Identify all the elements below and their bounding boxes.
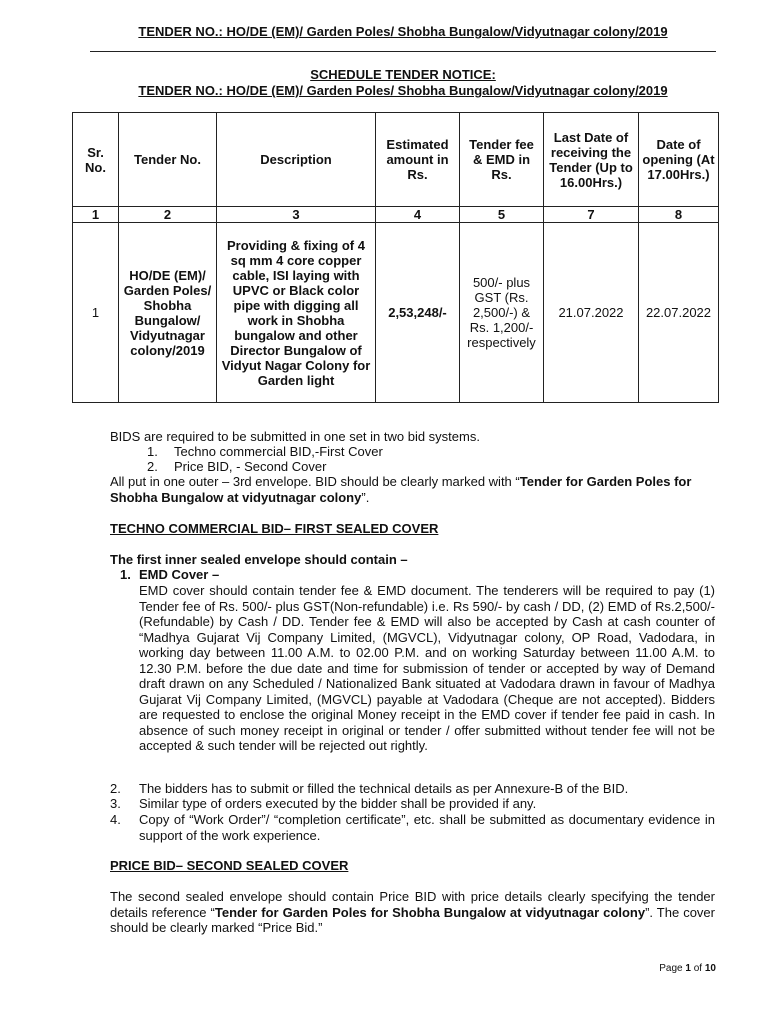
header-tender-no: Tender No. (119, 113, 217, 207)
total-pages: 10 (704, 963, 716, 974)
emd-item-number: 1. (120, 567, 131, 582)
page-header-tender-number: TENDER NO.: HO/DE (EM)/ Garden Poles/ Shobha Bungalow/Vidyutnagar colony/2019 (138, 24, 668, 39)
table-row (73, 223, 719, 403)
envelope-instruction (110, 474, 695, 505)
cell-description: Providing & fixing of 4 sq mm 4 core copper cable, ISI laying with UPVC or Black color pipe with digging all work in Shobha bungalow and other Director Bungalow of Vidyut Nagar Colony for Garden light (217, 223, 376, 403)
column-number: 2 (119, 207, 217, 223)
price-bid-text (110, 889, 715, 936)
notice-title: SCHEDULE TENDER NOTICE: (310, 67, 496, 82)
techno-item-text: The bidders has to submit or filled the technical details as per Annexure-B of the BID. (139, 781, 629, 796)
price-marking: Tender for Garden Poles for Shobha Bungalow at vidyutnagar colony (214, 904, 646, 920)
price-text-end: ”. The cover should be clearly marked “Price Bid.” (110, 904, 715, 935)
column-number: 8 (639, 207, 719, 223)
bids-intro: BIDS are required to be submitted in one set in two bid systems. (110, 429, 480, 444)
header-description: Description (217, 113, 376, 207)
envelope-marking: Tender for Garden Poles for Shobha Bungalow at vidyutnagar colony (110, 474, 692, 505)
bid-item-number: 1. (147, 444, 158, 459)
column-number: 7 (544, 207, 639, 223)
bid-item-text: Techno commercial BID,-First Cover (174, 444, 383, 459)
column-number: 3 (217, 207, 376, 223)
column-number: 1 (73, 207, 119, 223)
bid-item-text: Price BID, - Second Cover (174, 459, 327, 474)
bid-item-number: 2. (147, 459, 158, 474)
envelope-text: All put in one outer – 3rd envelope. BID should be clearly marked with “ (110, 474, 520, 489)
cell-opening-date: 22.07.2022 (639, 223, 719, 403)
price-bid-heading: PRICE BID– SECOND SEALED COVER (110, 858, 349, 873)
header-opening-date: Date of opening (At 17.00Hrs.) (639, 113, 719, 207)
notice-tender-number: TENDER NO.: HO/DE (EM)/ Garden Poles/ Shobha Bungalow/Vidyutnagar colony/2019 (138, 83, 668, 98)
tender-schedule-table (72, 112, 719, 403)
column-number: 4 (376, 207, 460, 223)
envelope-end: ”. (361, 489, 370, 505)
inner-envelope-heading: The first inner sealed envelope should contain – (110, 552, 408, 567)
cell-sr-no: 1 (73, 223, 119, 403)
cell-tender-no: HO/DE (EM)/ Garden Poles/ Shobha Bungalow/ Vidyutnagar colony/2019 (119, 223, 217, 403)
header-fee-emd: Tender fee & EMD in Rs. (460, 113, 544, 207)
of-word: of (693, 963, 703, 974)
techno-commercial-heading: TECHNO COMMERCIAL BID– FIRST SEALED COVER (110, 521, 439, 536)
techno-item-text: Copy of “Work Order”/ “completion certificate”, etc. shall be submitted as documentary evidence in support of the work experience. (139, 812, 715, 843)
table-column-number-row (73, 207, 719, 223)
cell-last-date: 21.07.2022 (544, 223, 639, 403)
page-word: Page (659, 963, 683, 974)
techno-item-number: 2. (110, 781, 121, 796)
cell-estimated-amount: 2,53,248/- (376, 223, 460, 403)
emd-cover-title: EMD Cover – (139, 567, 220, 582)
header-estimated-amount: Estimated amount in Rs. (376, 113, 460, 207)
page-number-footer (659, 963, 716, 974)
header-sr-no: Sr. No. (73, 113, 119, 207)
header-last-date: Last Date of receiving the Tender (Up to 16.00Hrs.) (544, 113, 639, 207)
current-page: 1 (685, 963, 691, 974)
header-divider (90, 51, 716, 52)
emd-cover-text: EMD cover should contain tender fee & EMD document. The tenderers will be required to pay (1) Tender fee of Rs. 500/- plus GST(Non-refundable) i.e. Rs 590/- by cash / DD, (2) EMD of Rs.2,500/- (Refundable) by Cash / DD. Tender fee & EMD will also be accepted by Cash at cash counter of “Madhya Gujarat Vij Company Limited, (MGVCL), Vidyutnagar colony, OP Road, Vadodara, in working day between 11.00 A.M. to 02.00 P.M. and on working Saturday between 11.00 A.M. to 12.30 P.M. before the due date and time for submission of tender or accepted by way of Demand draft drawn on any Scheduled / Nationalized Bank situated at Vadodara drawn in favour of Madhya Gujarat Vij Company Limited, (MGVCL) payable at Vadodara (Cheque are not accepted). Bidders are requested to enclose the original Money receipt in the EMD cover if tender fee paid in cash. In absence of such money receipt in original or tender / offer submitted without tender fee will not be accepted & such tender will be rejected out rightly. (139, 583, 715, 753)
table-header-row (73, 113, 719, 207)
techno-item-text: Similar type of orders executed by the bidder shall be provided if any. (139, 796, 537, 811)
column-number: 5 (460, 207, 544, 223)
price-text-start: The second sealed envelope should contain Price BID with price details clearly specifying the tender details reference “ (110, 889, 715, 920)
techno-item-number: 4. (110, 812, 121, 827)
techno-item-number: 3. (110, 796, 121, 811)
cell-fee-emd: 500/- plus GST (Rs. 2,500/-) & Rs. 1,200/- respectively (460, 223, 544, 403)
